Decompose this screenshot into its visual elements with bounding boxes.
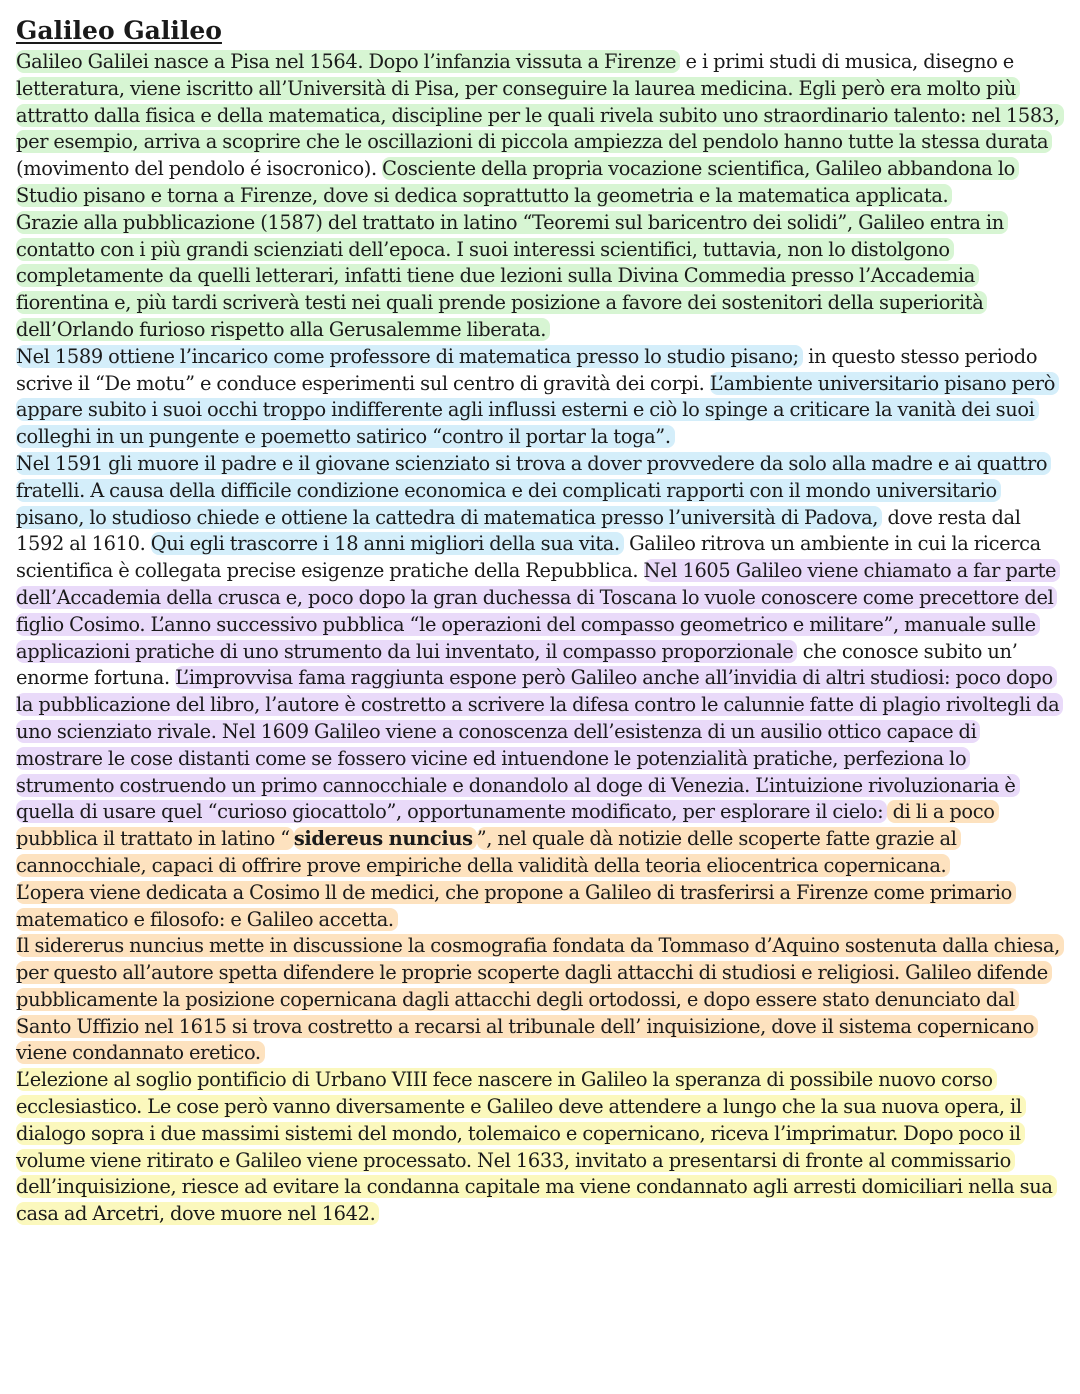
text-segment: Qui egli trascorre i 18 anni migliori della sua vita.: [151, 532, 624, 555]
text-segment: in questo stesso periodo scrive il “De motu” e conduce esperimenti sul centro di gravità dei corpi.: [16, 344, 1038, 395]
text-segment: Nel 1589 ottiene l’incarico come professore di matematica presso lo studio pisano;: [16, 345, 803, 368]
text-segment: Cosciente della propria vocazione scientifica, Galileo abbandona lo Studio pisano e torna a Firenze, dove si dedica soprattutto la geometria e la matematica applicata.: [16, 157, 1019, 207]
text-segment: L’ambiente universitario pisano però appare subito i suoi occhi troppo indifferente agli influssi esterni e ciò lo spinge a criticare la vanità dei suoi colleghi in un pungente e poemetto satirico “contro il portar la toga”.: [16, 372, 1059, 449]
paragraph-padova-telescope: [16, 451, 1064, 880]
text-segment: L’elezione al soglio pontificio di Urbano VIII fece nascere in Galileo la speranza di possibile nuovo corso ecclesiastico. Le cose però vanno diversamente e Galileo deve attendere a lungo che la sua nuova opera, il dialogo sopra i due massimi sistemi del mondo, tolemaico e copernicano, riceva l’imprimatur. Dopo poco il volume viene ritirato e Galileo viene processato. Nel 1633, invitato a presentarsi di fronte al commissario dell’inquisizione, riesce ad evitare la condanna capitale ma viene condannato agli arresti domiciliari nella sua casa ad Arcetri, dove muore nel 1642.: [16, 1068, 1057, 1225]
text-segment: di li a poco pubblica il trattato in latino “: [16, 800, 999, 850]
paragraph-inquisition-1615: [16, 933, 1064, 1067]
paragraph-urbano-viii: [16, 1067, 1064, 1228]
bold-title-sidereus-nuncius: sidereus nuncius: [294, 827, 477, 850]
text-segment: Galileo Galilei nasce a Pisa nel 1564. Dopo l’infanzia vissuta a Firenze: [16, 50, 680, 73]
text-segment: dove resta dal 1592 al 1610.: [16, 505, 1021, 556]
text-segment: L’improvvisa fama raggiunta espone però Galileo anche all’invidia di altri studiosi: poco dopo la pubblicazione del libro, l’autore è costretto a scrivere la difesa contro le calunnie fatte di plagio rivoltegli da uno scienziato rivale. Nel 1609 Galileo viene a conoscenza dell’esistenza di un ausilio ottico capace di mostrare le cose distanti come se fossero vicine ed intuendone le potenzialità pratiche, perfeziona lo strumento costruendo un primo cannocchiale e donandolo al doge di Venezia. L’intuizione rivoluzionaria è quella di usare quel “curioso giocattolo”, opportunamente modificato, per esplorare il cielo:: [16, 666, 1063, 823]
document-body: [16, 49, 1064, 1228]
text-segment: Nel 1605 Galileo viene chiamato a far parte dell’Accademia della crusca e, poco dopo la gran duchessa di Toscana lo vuole conoscere come precettore del figlio Cosimo. L’anno successivo pubblica “le operazioni del compasso geometrico e militare”, manuale sulle applicazioni pratiche di uno strumento da lui inventato, il compasso proporzionale: [16, 559, 1060, 662]
text-segment: letteratura, viene iscritto all’Università di Pisa, per conseguire la laurea medicina. Egli però era molto più attratto dalla fisica e della matematica, discipline per le quali rivela subito uno straordinario talento: nel 1583, per esempio, arriva a scoprire che le oscillazioni di piccola ampiezza del pendolo hanno tutte la stessa durata: [16, 77, 1064, 154]
text-segment: e i primi studi di musica, disegno e: [680, 50, 1014, 73]
text-segment: (movimento del pendolo é isocronico).: [16, 157, 383, 181]
document-title: Galileo Galileo: [16, 16, 222, 45]
text-segment: Nel 1591 gli muore il padre e il giovane scienziato si trova a dover provvedere da solo alla madre e ai quattro fratelli. A causa della difficile condizione economica e dei complicati rapporti con il mondo universitario pisano, lo studioso chiede e ottiene la cattedra di matematica presso l’università di Padova,: [16, 452, 1051, 529]
paragraph-early-life: [16, 49, 1064, 210]
paragraph-pisa-professor: [16, 344, 1064, 451]
text-segment: L’opera viene dedicata a Cosimo ll de medici, che propone a Galileo di trasferirsi a Firenze come primario matematico e filosofo: e Galileo accetta.: [16, 881, 1016, 931]
text-segment: ”, nel quale dà notizie delle scoperte fatte grazie al cannocchiale, capaci di offrire prove empiriche della validità della teoria eliocentrica copernicana.: [16, 827, 961, 877]
text-segment: Grazie alla pubblicazione (1587) del trattato in latino “Teoremi sul baricentro dei solidi”, Galileo entra in contatto con i più grandi scienziati dell’epoca. I suoi interessi scientifici, tuttavia, non lo distolgono completamente da quelli letterari, infatti tiene due lezioni sulla Divina Commedia presso l’Accademia fiorentina e, più tardi scriverà testi nei quali prende posizione a favore dei sostenitori della superiorità dell’Orlando furioso rispetto alla Gerusalemme liberata.: [16, 211, 1008, 341]
paragraph-baricentro: [16, 210, 1064, 344]
text-segment: Il sidererus nuncius mette in discussione la cosmografia fondata da Tommaso d’Aquino sostenuta dalla chiesa, per questo all’autore spetta difendere le proprie scoperte dagli attacchi di studiosi e religiosi. Galileo difende pubblicamente la posizione copernicana dagli attacchi degli ortodossi, e dopo essere stato denunciato dal Santo Uffizio nel 1615 si trova costretto a recarsi al tribunale dell’ inquisizione, dove il sistema copernicano viene condannato eretico.: [16, 934, 1064, 1064]
text-segment: Galileo ritrova un ambiente in cui la ricerca scientifica è collegata precise esigenze pratiche della Repubblica.: [16, 532, 1041, 583]
paragraph-cosimo-dedication: [16, 880, 1064, 934]
text-segment: che conosce subito un’ enorme fortuna.: [16, 639, 1018, 690]
